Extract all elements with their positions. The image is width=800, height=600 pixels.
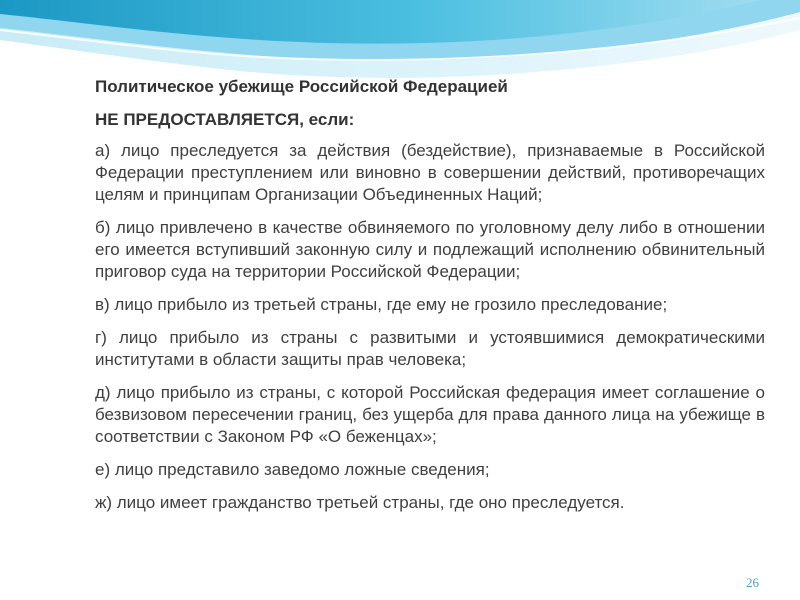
slide-title: Политическое убежище Российской Федерацией	[95, 77, 508, 96]
page-number: 26	[746, 575, 759, 590]
list-item-zh: ж) лицо имеет гражданство третьей страны, где оно преследуется.	[95, 493, 625, 512]
slide-body	[95, 76, 765, 525]
list-item-e: е) лицо представило заведомо ложные сведения;	[95, 460, 490, 479]
list-item-d: д) лицо прибыло из страны, с которой Российская федерация имеет соглашение о безвизовом пересечении границ, без ущерба для права данного лица на убежище в соответствии с Законом РФ «О беженцах»;	[95, 383, 765, 446]
list-item-v: в) лицо прибыло из третьей страны, где ему не грозило преследование;	[95, 295, 668, 314]
list-item-g: г) лицо прибыло из страны с развитыми и устоявшимися демократическими институтами в области защиты прав человека;	[95, 328, 765, 369]
list-item-b: б) лицо привлечено в качестве обвиняемого по уголовному делу либо в отношении его имеется вступивший законную силу и подлежащий исполнению обвинительный приговор суда на территории Российской Федерации;	[95, 218, 765, 281]
list-item-a: а) лицо преследуется за действия (бездействие), признаваемые в Российской Федерации преступлением или виновно в совершении действий, противоречащих целям и принципам Организации Объединенных Наций;	[95, 141, 765, 204]
slide-subtitle: НЕ ПРЕДОСТАВЛЯЕТСЯ, если:	[95, 110, 355, 129]
